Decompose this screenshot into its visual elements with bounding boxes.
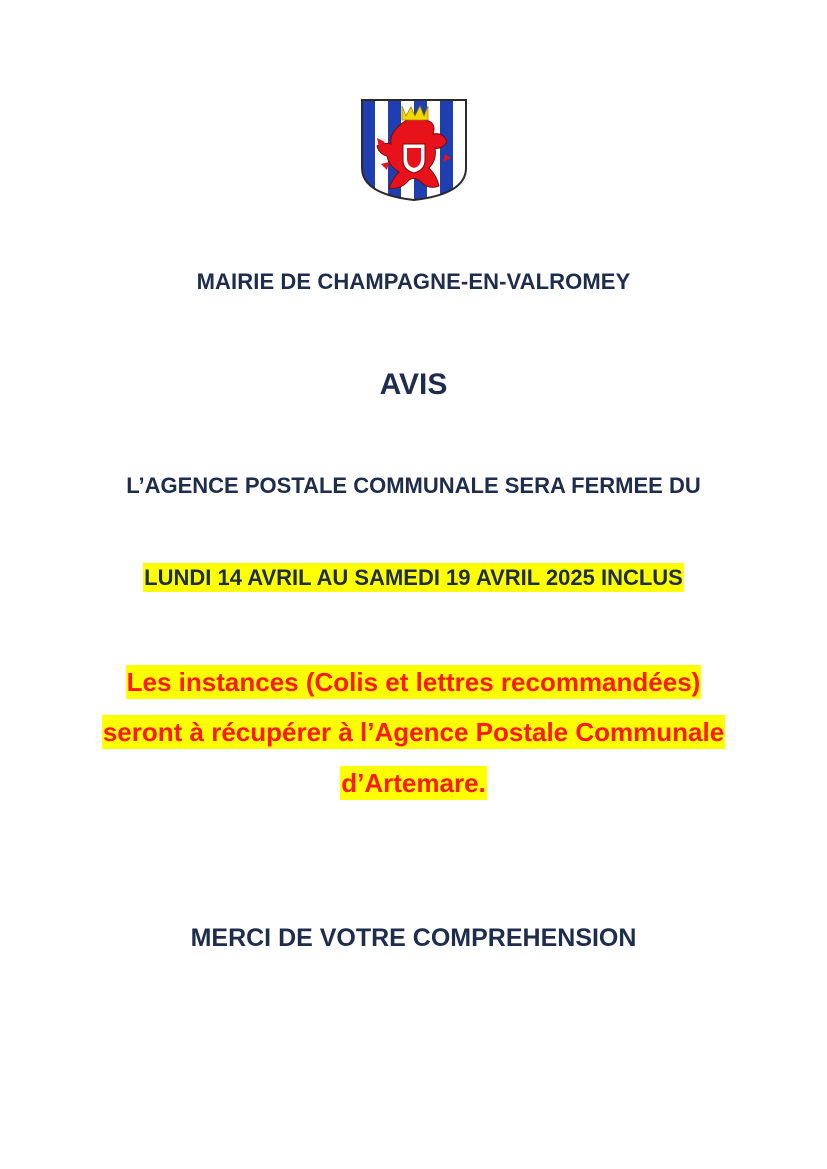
instances-line-2-text: seront à récupérer à l’Agence Postale Communale <box>102 717 725 747</box>
closure-dates-highlight: LUNDI 14 AVRIL AU SAMEDI 19 AVRIL 2025 INCLUS <box>144 565 683 590</box>
coat-of-arms-icon <box>359 98 469 202</box>
thanks-message: MERCI DE VOTRE COMPREHENSION <box>190 924 637 952</box>
closure-dates <box>0 567 827 589</box>
instances-line-2 <box>0 719 827 745</box>
instances-line-1-text: Les instances (Colis et lettres recommandées) <box>126 667 701 697</box>
instances-line-1 <box>0 669 827 695</box>
organization-heading: MAIRIE DE CHAMPAGNE-EN-VALROMEY <box>196 269 631 294</box>
instances-line-3-text: d’Artemare. <box>341 768 486 798</box>
instances-line-3 <box>0 770 827 796</box>
closure-statement: L’AGENCE POSTALE COMMUNALE SERA FERMEE DU <box>126 473 701 498</box>
notice-title: AVIS <box>379 368 448 401</box>
